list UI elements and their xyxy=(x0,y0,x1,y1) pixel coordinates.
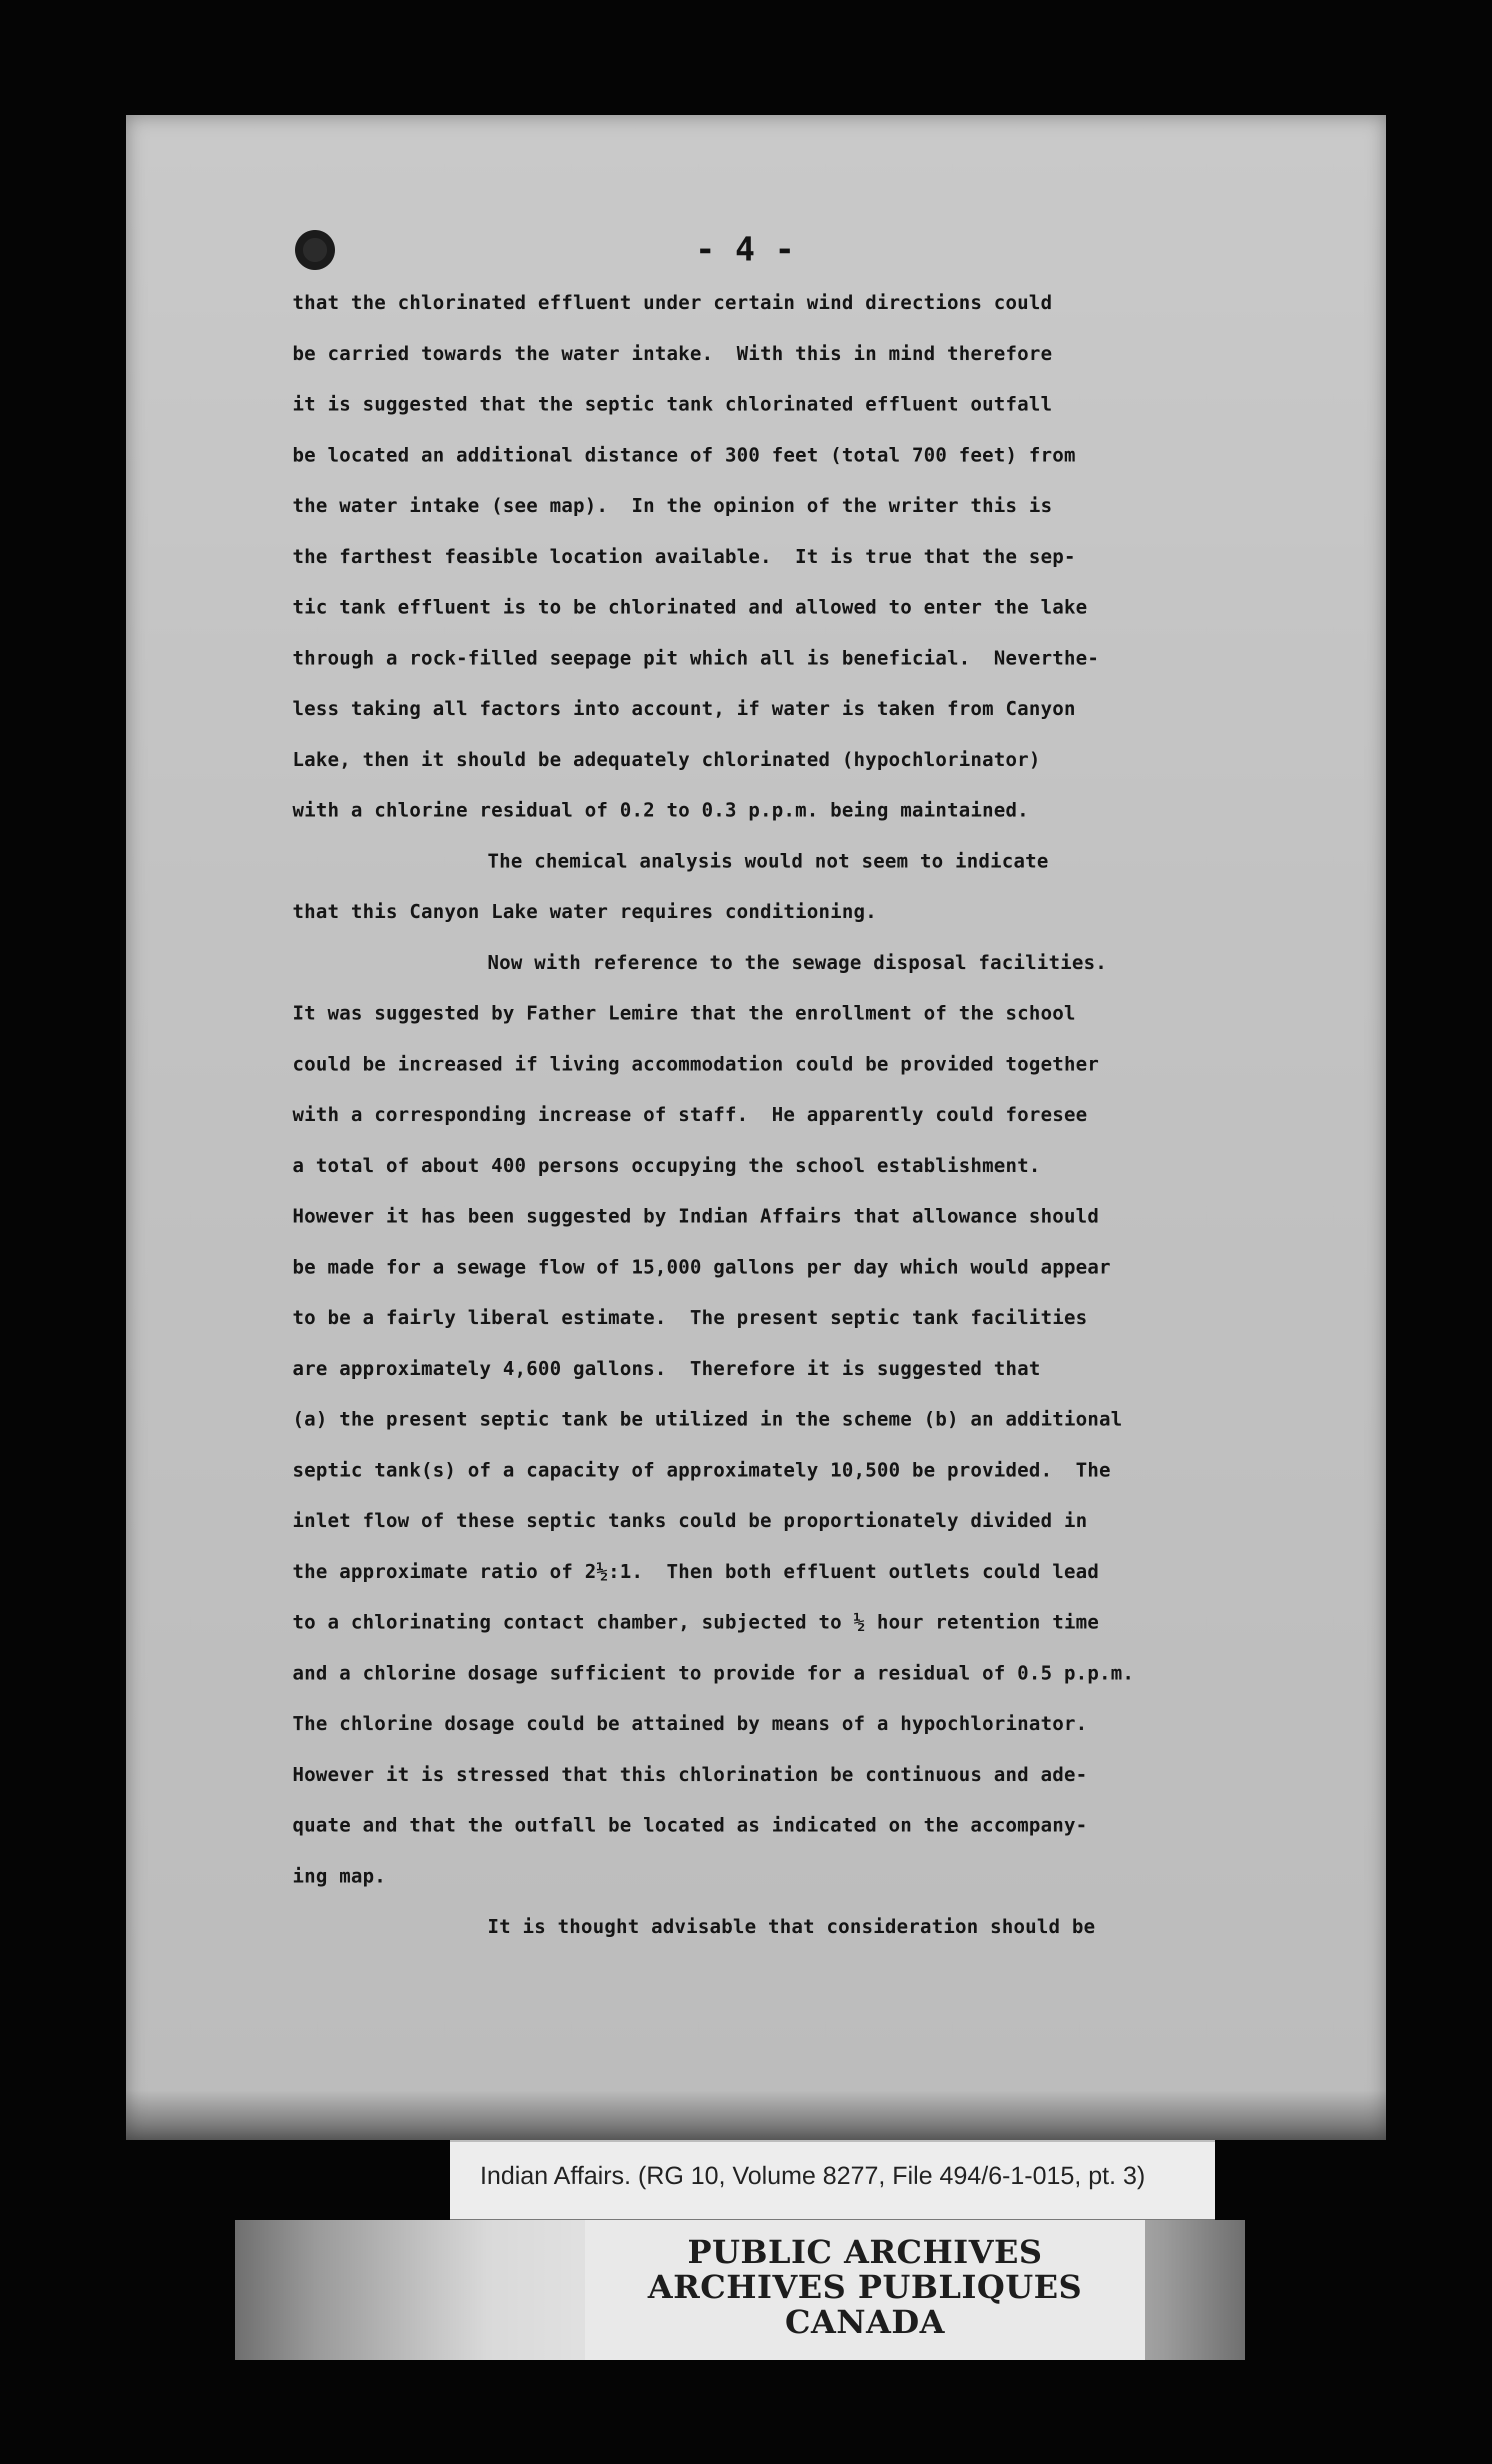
text-line: inlet flow of these septic tanks could be proportionately divided in xyxy=(292,1510,1088,1532)
text-line: the farthest feasible location available. It is true that the sep- xyxy=(292,545,1076,568)
text-line: and a chlorine dosage sufficient to provide for a residual of 0.5 p.p.m. xyxy=(292,1662,1134,1684)
text-line: are approximately 4,600 gallons. Therefore it is suggested that xyxy=(292,1357,1041,1380)
text-line: that the chlorinated effluent under certain wind directions could xyxy=(292,292,1052,314)
text-line: However it is stressed that this chlorination be continuous and ade- xyxy=(292,1763,1088,1786)
citation-label xyxy=(450,2140,1215,2220)
archives-stamp xyxy=(585,2220,1145,2360)
text-line: a total of about 400 persons occupying the school establishment. xyxy=(292,1154,1041,1176)
page-shadow xyxy=(126,2090,1386,2140)
text-line: less taking all factors into account, if water is taken from Canyon xyxy=(292,698,1076,720)
text-line: It is thought advisable that consideration should be xyxy=(488,1916,1096,1938)
text-line: tic tank effluent is to be chlorinated and allowed to enter the lake xyxy=(292,596,1088,618)
text-line: be made for a sewage flow of 15,000 gallons per day which would appear xyxy=(292,1256,1111,1278)
text-line: Lake, then it should be adequately chlorinated (hypochlorinator) xyxy=(292,748,1041,770)
text-line: be carried towards the water intake. With this in mind therefore xyxy=(292,342,1052,364)
stamp-line-3: CANADA xyxy=(785,2304,945,2341)
text-line: quate and that the outfall be located as indicated on the accompany- xyxy=(292,1814,1088,1836)
text-line: could be increased if living accommodation could be provided together xyxy=(292,1052,1100,1075)
text-line: the approximate ratio of 2½:1. Then both effluent outlets could lead xyxy=(292,1560,1100,1582)
text-line: the water intake (see map). In the opinion of the writer this is xyxy=(292,494,1052,516)
text-line: ing map. xyxy=(292,1864,386,1887)
text-line: be located an additional distance of 300 feet (total 700 feet) from xyxy=(292,444,1076,466)
text-line: that this Canyon Lake water requires conditioning. xyxy=(292,900,877,922)
text-line: The chemical analysis would not seem to indicate xyxy=(488,850,1049,872)
page-number: - 4 - xyxy=(695,230,795,268)
text-line: septic tank(s) of a capacity of approximately 10,500 be provided. The xyxy=(292,1458,1111,1481)
stamp-line-1: PUBLIC ARCHIVES xyxy=(687,2234,1043,2271)
text-line: Now with reference to the sewage disposal facilities. xyxy=(488,951,1108,974)
text-line: with a chlorine residual of 0.2 to 0.3 p.p.m. being maintained. xyxy=(292,799,1029,821)
archives-stamp-bar xyxy=(235,2220,1245,2360)
text-line: through a rock-filled seepage pit which all is beneficial. Neverthe- xyxy=(292,646,1100,669)
text-line: it is suggested that the septic tank chlorinated effluent outfall xyxy=(292,393,1052,415)
citation-text: Indian Affairs. (RG 10, Volume 8277, File 494/6-1-015, pt. 3) xyxy=(480,2162,1146,2190)
text-line: to be a fairly liberal estimate. The present septic tank facilities xyxy=(292,1306,1088,1328)
typed-body-text xyxy=(292,278,1242,1952)
text-line: with a corresponding increase of staff. He apparently could foresee xyxy=(292,1104,1088,1126)
text-line: The chlorine dosage could be attained by means of a hypochlorinator. xyxy=(292,1712,1088,1734)
hole-punch-mark xyxy=(295,230,335,270)
text-line: However it has been suggested by Indian Affairs that allowance should xyxy=(292,1205,1100,1227)
text-line: to a chlorinating contact chamber, subjected to ½ hour retention time xyxy=(292,1611,1100,1633)
text-line: It was suggested by Father Lemire that the enrollment of the school xyxy=(292,1002,1076,1024)
stamp-line-2: ARCHIVES PUBLIQUES xyxy=(648,2268,1082,2306)
text-line: (a) the present septic tank be utilized in the scheme (b) an additional xyxy=(292,1408,1122,1430)
